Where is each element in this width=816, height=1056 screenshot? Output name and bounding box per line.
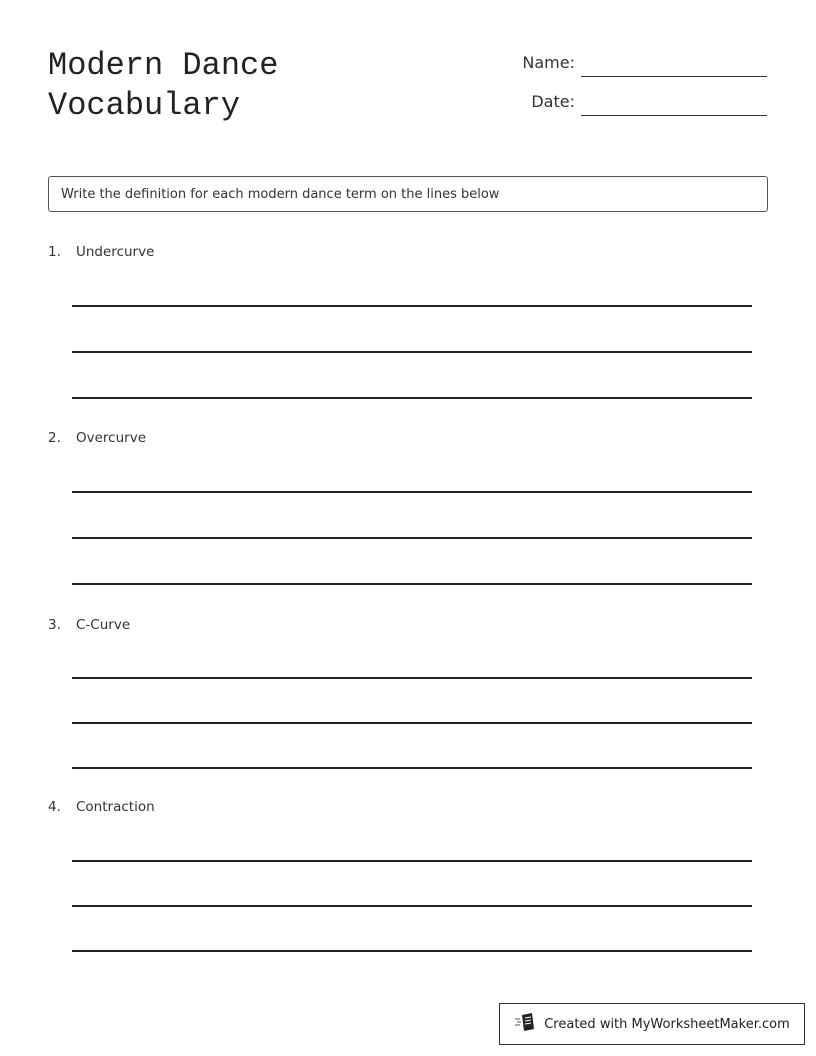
answer-line[interactable] [72, 677, 752, 679]
question-number: 1. [48, 244, 61, 260]
question-term: Undercurve [76, 244, 155, 260]
answer-line[interactable] [72, 537, 752, 539]
answer-line[interactable] [72, 767, 752, 769]
answer-line[interactable] [72, 305, 752, 307]
name-field-line[interactable] [581, 76, 767, 77]
answer-line[interactable] [72, 397, 752, 399]
instructions-box: Write the definition for each modern dance term on the lines below [48, 176, 768, 212]
answer-line[interactable] [72, 351, 752, 353]
question-number: 3. [48, 617, 61, 633]
title-line-1: Modern Dance [48, 47, 279, 84]
name-label: Name: [522, 53, 575, 72]
question-3 [48, 617, 130, 633]
footer-badge[interactable] [499, 1003, 805, 1045]
answer-line[interactable] [72, 583, 752, 585]
question-2 [48, 430, 146, 446]
answer-line[interactable] [72, 491, 752, 493]
question-4 [48, 799, 155, 815]
question-term: C-Curve [76, 617, 131, 633]
date-field-line[interactable] [581, 115, 767, 116]
answer-line[interactable] [72, 950, 752, 952]
footer-text: Created with MyWorksheetMaker.com [544, 1016, 790, 1032]
answer-line[interactable] [72, 905, 752, 907]
date-label: Date: [531, 92, 575, 111]
question-term: Contraction [76, 799, 155, 815]
answer-line[interactable] [72, 722, 752, 724]
title-line-2: Vocabulary [48, 87, 241, 124]
answer-line[interactable] [72, 860, 752, 862]
question-1 [48, 244, 154, 260]
worksheet-logo-icon [514, 1012, 536, 1036]
question-number: 4. [48, 799, 61, 815]
question-term: Overcurve [76, 430, 146, 446]
question-number: 2. [48, 430, 61, 446]
